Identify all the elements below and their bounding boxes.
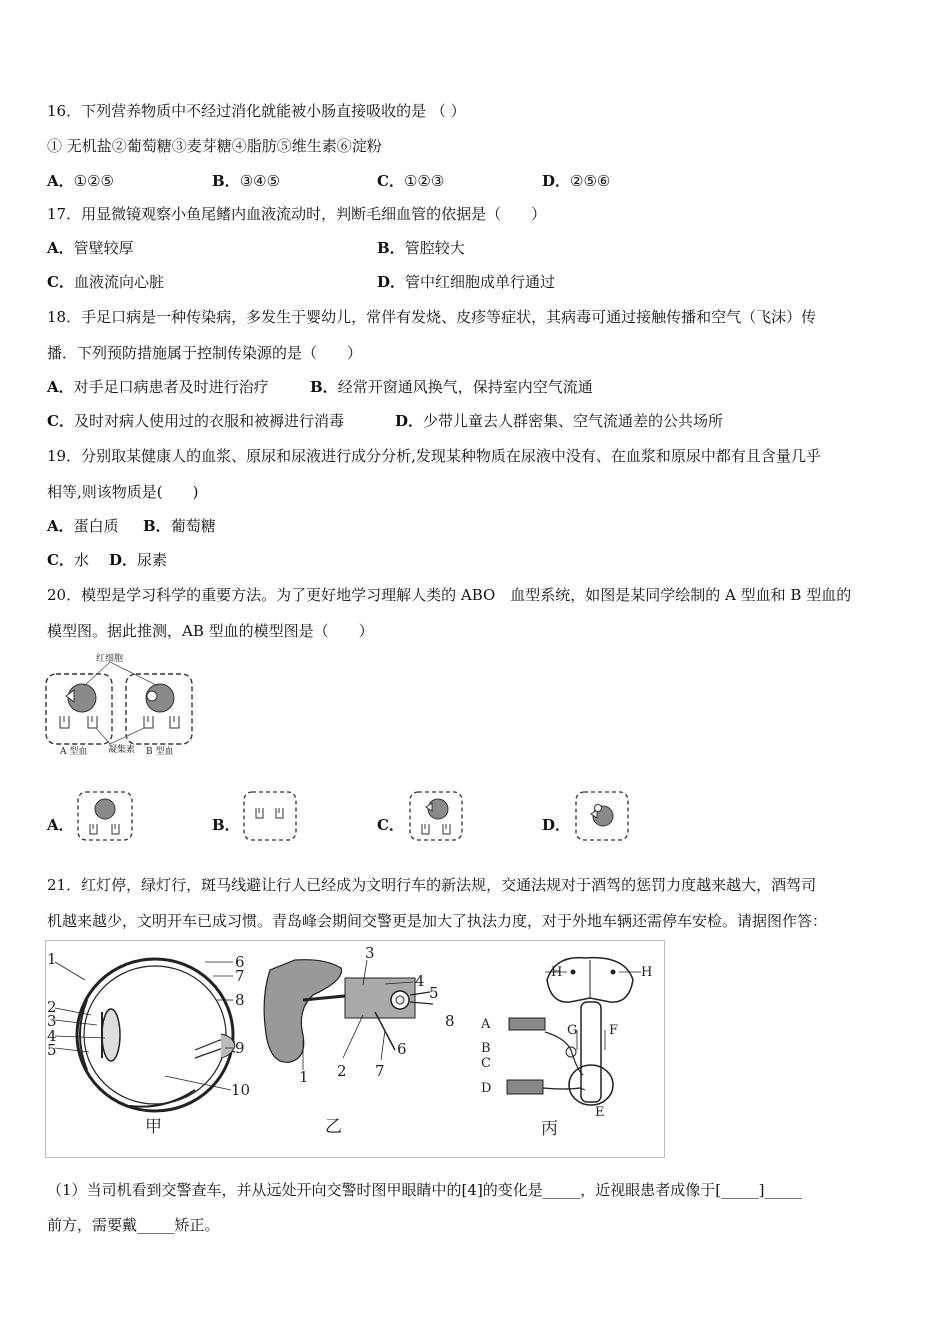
reflex-label-d: D bbox=[481, 1081, 492, 1096]
reflex-label-h-right: H bbox=[641, 965, 653, 980]
eye-label-4: 4 bbox=[47, 1027, 57, 1045]
q18-option-b[interactable]: B．经常开窗通风换气，保持室内空气流通 bbox=[310, 378, 593, 396]
q20-stem-line1: 20．模型是学习科学的重要方法。为了更好地学习理解人类的 ABO 血型系统，如图是某同学绘制的 A 型血和 B 型血的 bbox=[47, 586, 852, 604]
eye-label-10: 10 bbox=[231, 1081, 251, 1099]
q19-option-c[interactable]: C．水 bbox=[47, 551, 89, 569]
q17-option-d[interactable]: D．管中红细胞成单行通过 bbox=[377, 273, 556, 291]
q18-option-c[interactable]: C．及时对病人使用过的衣服和被褥进行消毒 bbox=[47, 412, 344, 430]
type-b-agglutinin-2 bbox=[170, 716, 179, 728]
q21-sub1-line2: 前方，需要戴_____矫正。 bbox=[47, 1216, 220, 1234]
q18-option-a[interactable]: A．对手足口病患者及时进行治疗 bbox=[47, 378, 269, 396]
q18-option-d[interactable]: D．少带儿童去人群密集、空气流通差的公共场所 bbox=[395, 412, 724, 430]
q21-sub1-line1: （1）当司机看到交警查车，并从远处开向交警时图甲眼睛中的[4]的变化是_____，近视眼患者成像于[_____]_____ bbox=[47, 1181, 802, 1199]
type-a-agglutinin-1 bbox=[60, 716, 69, 728]
q21-stem-line2: 机越来越少，文明开车已成习惯。青岛峰会期间交警更是加大了执法力度，对于外地车辆还需停车安检。请据图作答： bbox=[47, 912, 828, 930]
q20-stem-line2: 模型图。据此推测，AB 型血的模型图是（ ） bbox=[47, 622, 374, 640]
q16-option-c[interactable]: C．①②③ bbox=[377, 172, 445, 190]
ear-diagram bbox=[264, 944, 454, 1137]
q16-option-b[interactable]: B．③④⑤ bbox=[212, 172, 281, 190]
reflex-label-h-left: H bbox=[551, 965, 563, 980]
label-type-a: A 型血 bbox=[60, 747, 88, 757]
eye-label-7: 7 bbox=[235, 967, 245, 985]
q16-option-a[interactable]: A．①②⑤ bbox=[47, 172, 114, 190]
reflex-label-c: C bbox=[481, 1056, 491, 1071]
reflex-label-g: G bbox=[567, 1023, 578, 1038]
q18-stem-line1: 18．手足口病是一种传染病，多发生于婴幼儿，常伴有发烧、皮疹等症状，其病毒可通过接触传播和空气（飞沫）传 bbox=[47, 308, 817, 326]
eye-label-6: 6 bbox=[235, 953, 245, 971]
ear-label-3: 3 bbox=[365, 944, 375, 962]
label-agglutinin: 凝集素 bbox=[108, 745, 136, 755]
eye-diagram bbox=[47, 950, 250, 1137]
caption-yi: 乙 bbox=[325, 1117, 342, 1137]
reflex-arc-diagram bbox=[480, 958, 652, 1139]
q19-option-b[interactable]: B．葡萄糖 bbox=[143, 517, 216, 535]
q17-option-a[interactable]: A．管壁较厚 bbox=[47, 239, 134, 257]
ear-label-4: 4 bbox=[415, 972, 425, 990]
ear-label-5: 5 bbox=[429, 984, 439, 1002]
caption-bing: 丙 bbox=[541, 1119, 558, 1139]
reflex-label-e: E bbox=[595, 1105, 605, 1120]
q21-stem-line1: 21．红灯停，绿灯行，斑马线避让行人已经成为文明行车的新法规，交通法规对于酒驾的惩罚力度越来越大，酒驾司 bbox=[47, 876, 817, 894]
q20-option-d-model[interactable] bbox=[574, 790, 630, 842]
q19-stem-line1: 19．分别取某健康人的血浆、原尿和尿液进行成分分析,发现某种物质在尿液中没有、在血浆和原尿中都有且含量几乎 bbox=[47, 447, 821, 465]
ear-label-8: 8 bbox=[445, 1012, 455, 1030]
reflex-label-f: F bbox=[609, 1023, 619, 1038]
q17-option-b[interactable]: B．管腔较大 bbox=[377, 239, 465, 257]
q20-option-a-model[interactable] bbox=[76, 790, 134, 842]
label-type-b: B 型血 bbox=[146, 747, 174, 757]
eye-label-3: 3 bbox=[47, 1012, 57, 1030]
eye-label-1: 1 bbox=[47, 950, 57, 968]
q18-stem-line2: 播．下列预防措施属于控制传染源的是（ ） bbox=[47, 344, 363, 362]
reflex-label-a: A bbox=[481, 1017, 491, 1032]
type-b-antigen bbox=[147, 691, 157, 701]
q17-stem: 17．用显微镜观察小鱼尾鳍内血液流动时，判断毛细血管的依据是（ ） bbox=[47, 205, 547, 223]
q20-option-b-model[interactable] bbox=[242, 790, 298, 842]
q21-figure bbox=[45, 940, 665, 1158]
label-red-cell: 红细胞 bbox=[96, 654, 124, 664]
ear-label-7: 7 bbox=[375, 1062, 385, 1080]
q17-option-c[interactable]: C．血液流向心脏 bbox=[47, 273, 164, 291]
q20-option-b[interactable]: B． bbox=[212, 816, 240, 834]
eye-label-5: 5 bbox=[47, 1041, 57, 1059]
q20-option-a[interactable]: A． bbox=[47, 816, 74, 834]
q16-stem: 16．下列营养物质中不经过消化就能被小肠直接吸收的是 （ ） bbox=[47, 102, 466, 120]
eye-label-2: 2 bbox=[47, 998, 57, 1016]
ear-label-2: 2 bbox=[337, 1062, 347, 1080]
q20-option-d[interactable]: D． bbox=[542, 816, 571, 834]
q20-option-c-model[interactable] bbox=[408, 790, 464, 842]
caption-jia: 甲 bbox=[145, 1117, 162, 1137]
type-b-agglutinin-1 bbox=[144, 716, 153, 728]
abo-model-figure bbox=[40, 650, 200, 760]
q20-option-c[interactable]: C． bbox=[377, 816, 404, 834]
eye-label-9: 9 bbox=[235, 1039, 245, 1057]
type-a-agglutinin-2 bbox=[88, 716, 97, 728]
ear-label-1: 1 bbox=[299, 1068, 309, 1086]
ear-label-6: 6 bbox=[397, 1040, 407, 1058]
reflex-label-b: B bbox=[481, 1041, 491, 1056]
q19-option-d[interactable]: D．尿素 bbox=[109, 551, 168, 569]
q19-stem-line2: 相等,则该物质是( ) bbox=[47, 483, 199, 501]
eye-label-8: 8 bbox=[235, 991, 245, 1009]
q16-option-d[interactable]: D．②⑤⑥ bbox=[542, 172, 611, 190]
q19-option-a[interactable]: A．蛋白质 bbox=[47, 517, 119, 535]
q16-items: ① 无机盐②葡萄糖③麦芽糖④脂肪⑤维生素⑥淀粉 bbox=[47, 137, 382, 155]
